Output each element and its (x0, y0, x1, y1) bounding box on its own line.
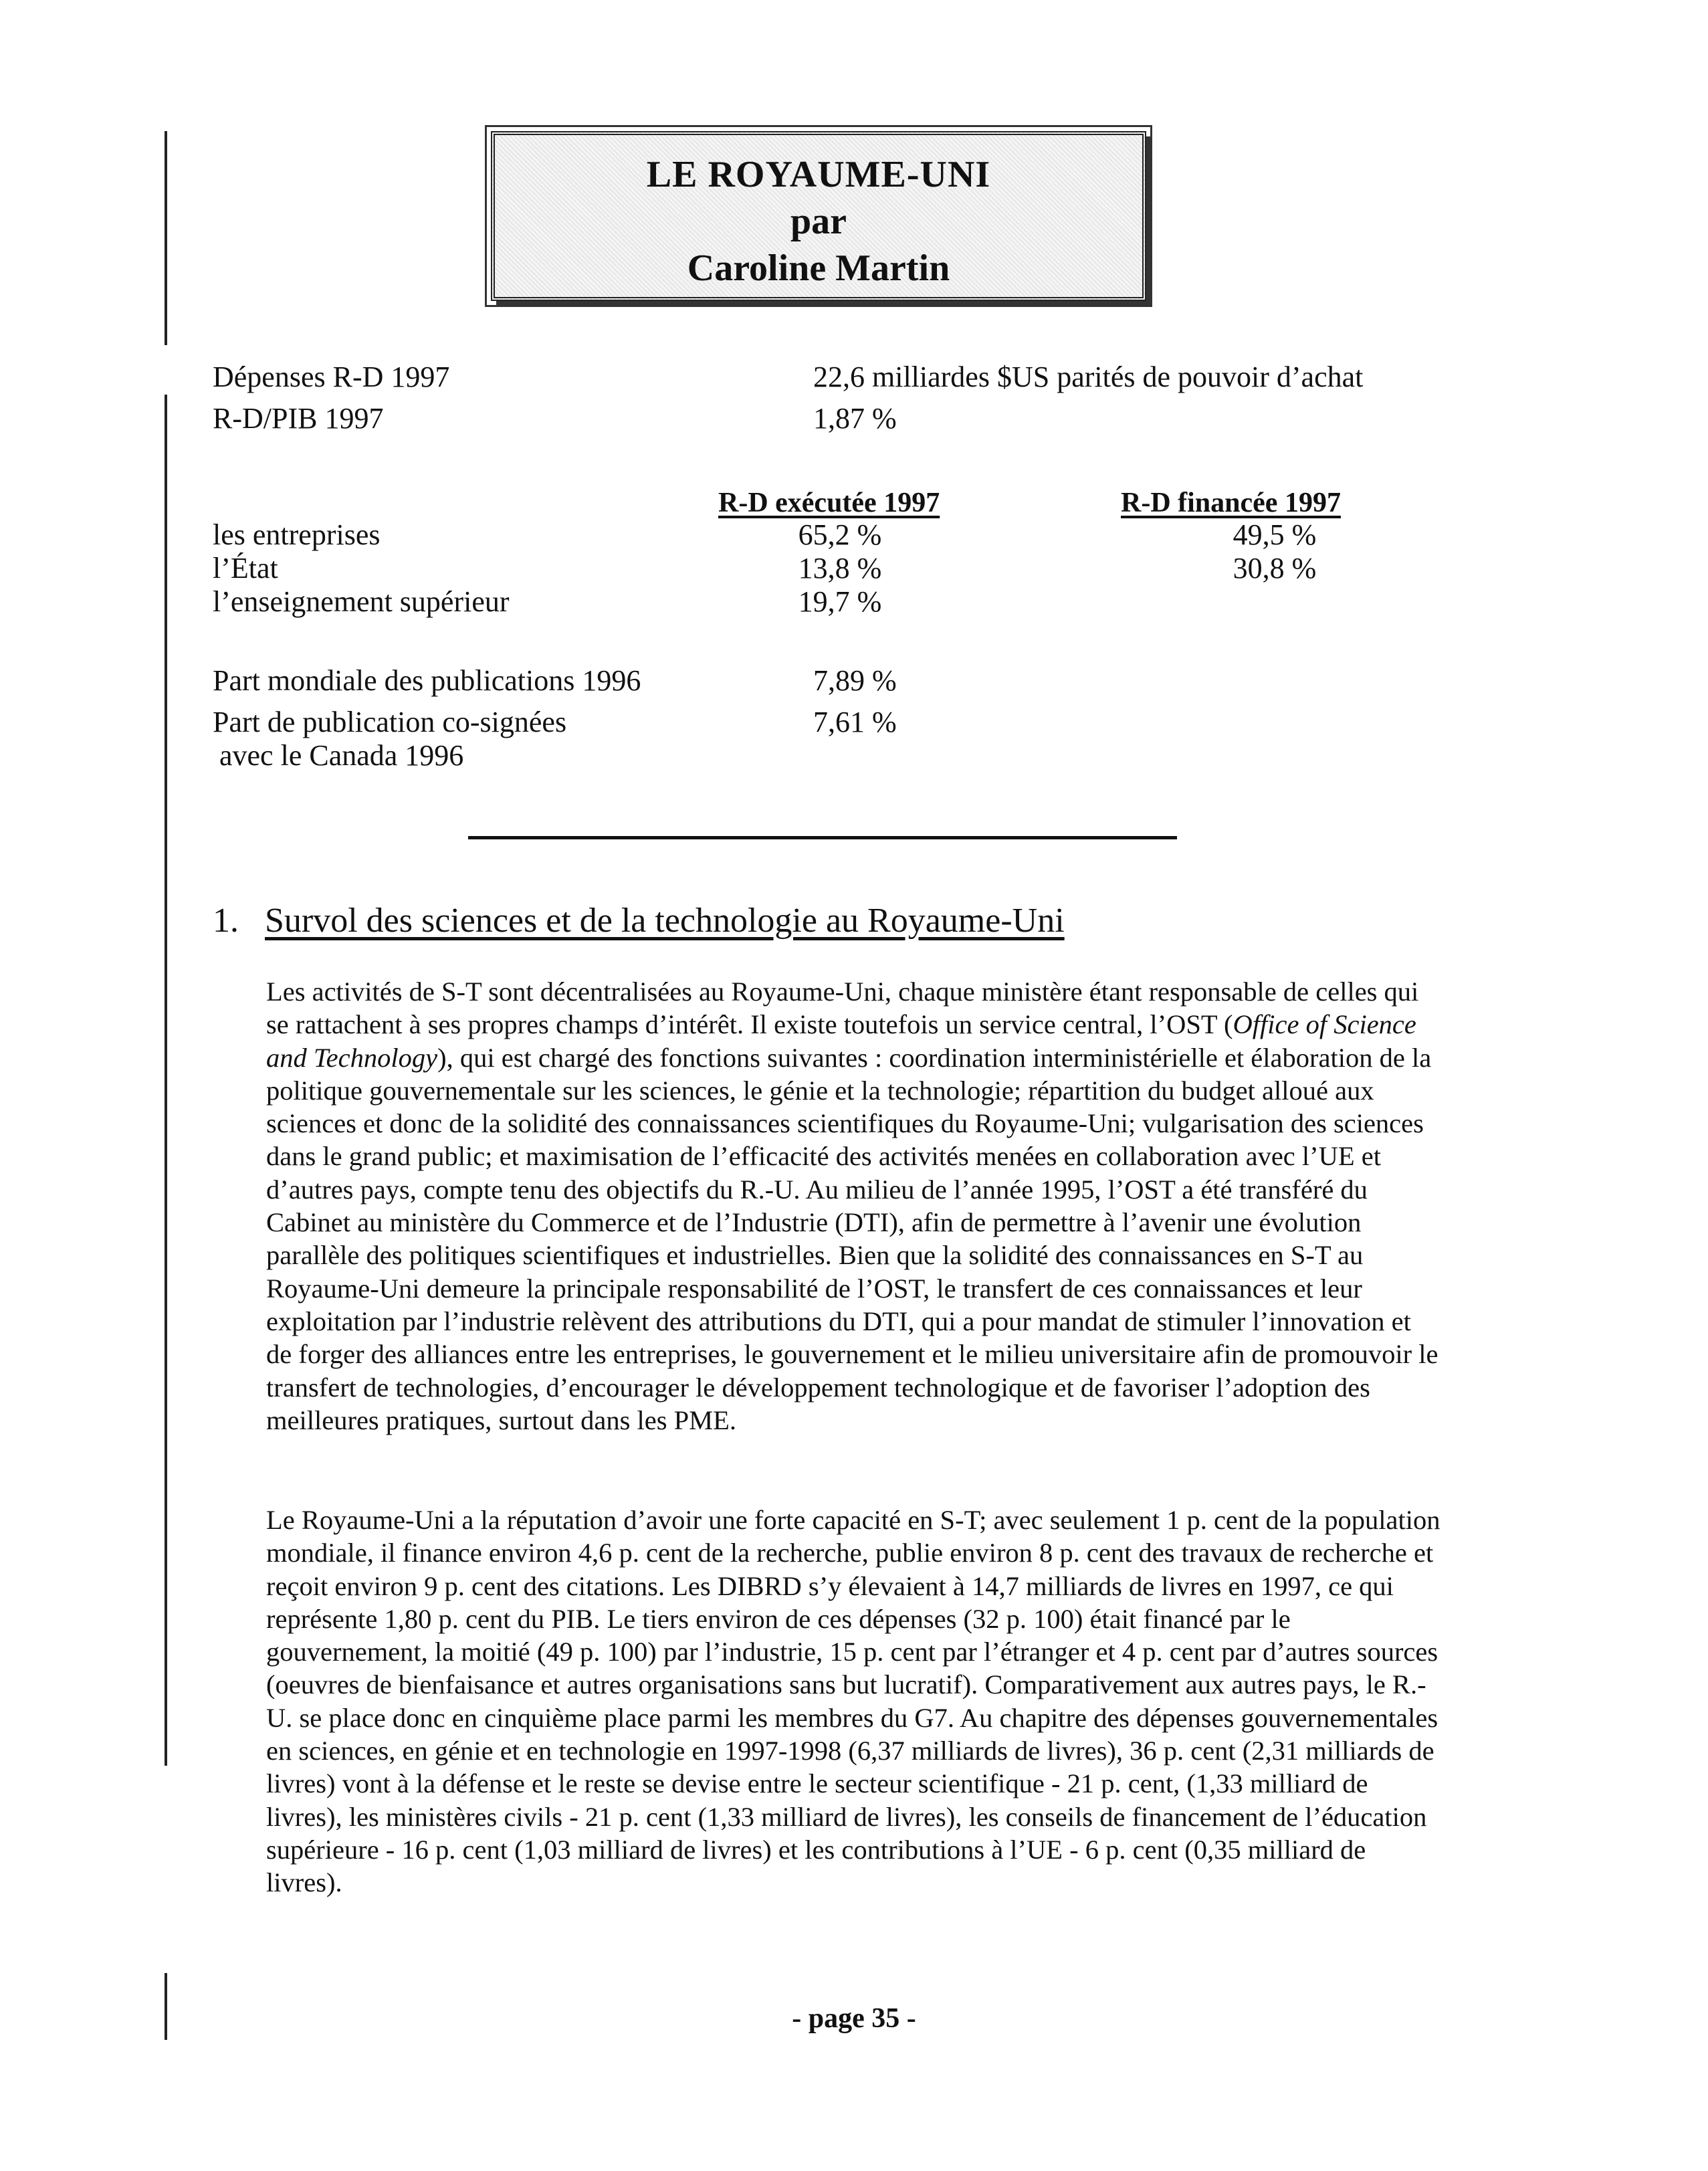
table-cell-executed: 19,7 % (798, 585, 882, 618)
table-cell-funded: 30,8 % (1233, 552, 1317, 585)
stat-label: avec le Canada 1996 (219, 739, 464, 772)
paragraph-1 (266, 975, 1443, 1437)
stat-value: 1,87 % (813, 402, 897, 435)
section-title: Survol des sciences et de la technologie au Royaume-Uni (265, 902, 1065, 940)
margin-bar (165, 395, 167, 1766)
column-header-executed: R-D exécutée 1997 (718, 488, 940, 518)
section-number: 1. (213, 902, 239, 940)
italic-term: Office of Science and Technology (266, 1009, 1416, 1073)
stat-value: 22,6 milliardes $US parités de pouvoir d’achat (813, 360, 1364, 393)
stat-value: 7,61 % (813, 706, 897, 738)
column-header-funded: R-D financée 1997 (1121, 488, 1341, 518)
title-box (491, 131, 1146, 301)
horizontal-rule (468, 836, 1177, 839)
stat-label: Dépenses R-D 1997 (213, 360, 450, 393)
table-row-label: l’État (213, 552, 278, 585)
paragraph-2: Le Royaume-Uni a la réputation d’avoir une forte capacité en S-T; avec seulement 1 p. cent de la population mondiale, il finance environ 4,6 p. cent de la recherche, publie environ 8 p. cent des travaux de recherche et reçoit environ 9 p. cent des citations. Les DIBRD s’y élevaient à 14,7 milliards de livres en 1997, ce qui représente 1,80 p. cent du PIB. Le tiers environ de ces dépenses (32 p. 100) était financé par le gouvernement, la moitié (49 p. 100) par l’industrie, 15 p. cent par l’étranger et 4 p. cent par d’autres sources (oeuvres de bienfaisance et autres organisations sans but lucratif). Comparativement aux autres pays, le R.-U. se place donc en cinquième place parmi les membres du G7. Au chapitre des dépenses gouvernementales en sciences, en génie et en technologie en 1997-1998 (6,37 milliards de livres), 36 p. cent (2,31 milliards de livres) vont à la défense et le reste se devise entre le secteur scientifique - 21 p. cent, (1,33 milliard de livres), les ministères civils - 21 p. cent (1,33 milliard de livres), les conseils de financement de l’éducation supérieure - 16 p. cent (1,03 milliard de livres) et les contributions à l’UE - 6 p. cent (0,35 milliard de livres). (266, 1505, 1440, 1898)
margin-bar (165, 131, 167, 345)
table-cell-funded: 49,5 % (1233, 518, 1317, 551)
page-number: - page 35 - (792, 2003, 916, 2034)
paragraph-text: ), qui est chargé des fonctions suivantes : coordination interministérielle et élaboration de la politique gouvernementale sur les sciences, le génie et la technologie; répartition du budget alloué aux sciences et donc de la solidité des connaissances scientifiques du Royaume-Uni; vulgarisation des sciences dans le grand public; et maximisation de l’efficacité des activités menées en collaboration avec l’UE et d’autres pays, compte tenu des objectifs du R.-U. Au milieu de l’année 1995, l’OST a été transféré du Cabinet au ministère du Commerce et de l’Industrie (DTI), afin de permettre à l’avenir une évolution parallèle des politiques scientifiques et industrielles. Bien que la solidité des connaissances en S-T au Royaume-Uni demeure la principale responsabilité de l’OST, le transfert de ces connaissances et leur exploitation par l’industrie relèvent des attributions du DTI, qui a pour mandat de stimuler l’innovation et de forger des alliances entre les entreprises, le gouvernement et le milieu universitaire afin de promouvoir le transfert de technologies, d’encourager le développement technologique et de favoriser l’adoption des meilleures pratiques, surtout dans les PME. (266, 1042, 1438, 1435)
table-row-label: les entreprises (213, 518, 381, 551)
byline-par: par (790, 201, 847, 242)
paragraph-text: Les activités de S-T sont décentralisées au Royaume-Uni, chaque ministère étant responsable de celles qui se rattachent à ses propres champs d’intérêt. Il existe toutefois un service central, l’OST ( (266, 976, 1419, 1040)
stat-label: R-D/PIB 1997 (213, 402, 384, 435)
stat-label: Part mondiale des publications 1996 (213, 664, 641, 697)
table-row-label: l’enseignement supérieur (213, 585, 510, 618)
document-title: LE ROYAUME-UNI (646, 154, 991, 195)
stat-label: Part de publication co-signées (213, 706, 567, 738)
table-cell-executed: 13,8 % (798, 552, 882, 585)
author-name: Caroline Martin (687, 247, 950, 289)
stat-value: 7,89 % (813, 664, 897, 697)
section-heading (213, 900, 1065, 942)
table-cell-executed: 65,2 % (798, 518, 882, 551)
